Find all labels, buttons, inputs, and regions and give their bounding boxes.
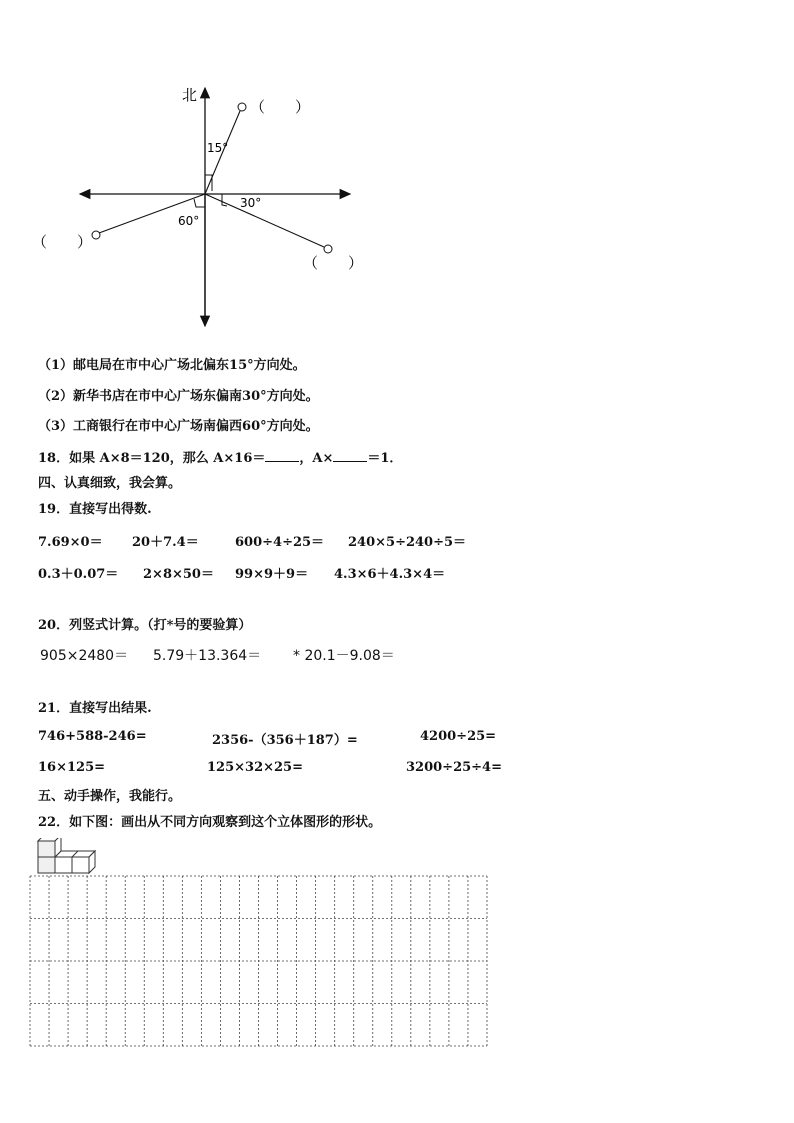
answer-blank[interactable] <box>333 449 367 462</box>
cube-figure <box>36 838 100 876</box>
q19-r2-c2: 2×8×50＝ <box>143 567 214 582</box>
section-4-heading: 四、认真细致，我会算。 <box>38 476 182 491</box>
answer-paren-se: （ ） <box>303 254 364 272</box>
q18 <box>38 447 402 466</box>
q21-r2-c3: 3200÷25÷4= <box>406 760 502 775</box>
angle-label-60: 60° <box>178 214 200 228</box>
angle-label-30: 30° <box>240 196 262 210</box>
direction-diagram <box>0 0 400 340</box>
q20-item-3: * 20.1－9.08＝ <box>293 648 395 664</box>
north-label: 北 <box>182 86 198 104</box>
q18-text-2: ，A× <box>299 451 334 466</box>
q19-title: 19．直接写出得数. <box>38 502 152 517</box>
q17-item-3: （3）工商银行在市中心广场南偏西60°方向处。 <box>38 419 319 434</box>
q19-r2-c1: 0.3＋0.07＝ <box>38 567 119 582</box>
answer-paren-ne: （ ） <box>250 98 311 116</box>
q19-r1-c1: 7.69×0＝ <box>38 535 103 550</box>
point-post-office <box>238 103 246 111</box>
answer-paren-w: （ ） <box>32 233 93 251</box>
angle-label-15: 15° <box>207 141 229 155</box>
q21-r2-c1: 16×125= <box>38 760 106 775</box>
q19-r1-c2: 20＋7.4＝ <box>132 535 199 550</box>
drawing-grid[interactable] <box>29 875 488 1047</box>
angle-mark-60 <box>194 199 205 207</box>
q20-title: 20．列竖式计算。（打*号的要验算） <box>38 618 252 633</box>
q21-r2-c2: 125×32×25= <box>207 760 303 775</box>
q19-r2-c4: 4.3×6＋4.3×4＝ <box>334 567 446 582</box>
q18-text-3: ＝1． <box>367 451 403 466</box>
section-5-heading: 五、动手操作，我能行。 <box>38 789 182 804</box>
q20-item-1: 905×2480＝ <box>40 648 129 664</box>
q19-r1-c4: 240×5÷240÷5＝ <box>348 535 467 550</box>
q17-item-2: （2）新华书店在市中心广场东偏南30°方向处。 <box>38 389 319 404</box>
angle-mark-30 <box>222 194 227 206</box>
angle-mark-15 <box>205 175 212 191</box>
q20-item-2: 5.79＋13.364＝ <box>153 648 262 664</box>
q21-title: 21．直接写出结果. <box>38 701 152 716</box>
point-bank <box>92 231 100 239</box>
point-bookstore <box>324 245 332 253</box>
q21-r1-c3: 4200÷25= <box>420 729 497 744</box>
q17-item-1: （1）邮电局在市中心广场北偏东15°方向处。 <box>38 358 306 373</box>
q21-r1-c2: 2356-（356＋187）= <box>212 733 358 748</box>
q19-r2-c3: 99×9＋9＝ <box>235 567 309 582</box>
answer-blank[interactable] <box>265 449 299 462</box>
ray-se <box>205 194 324 247</box>
q19-r1-c3: 600÷4÷25＝ <box>235 535 325 550</box>
q18-text-1: 18．如果 A×8＝120，那么 A×16＝ <box>38 451 266 466</box>
q22-title: 22．如下图：画出从不同方向观察到这个立体图形的形状。 <box>38 815 382 830</box>
q21-r1-c1: 746+588-246= <box>38 729 147 744</box>
